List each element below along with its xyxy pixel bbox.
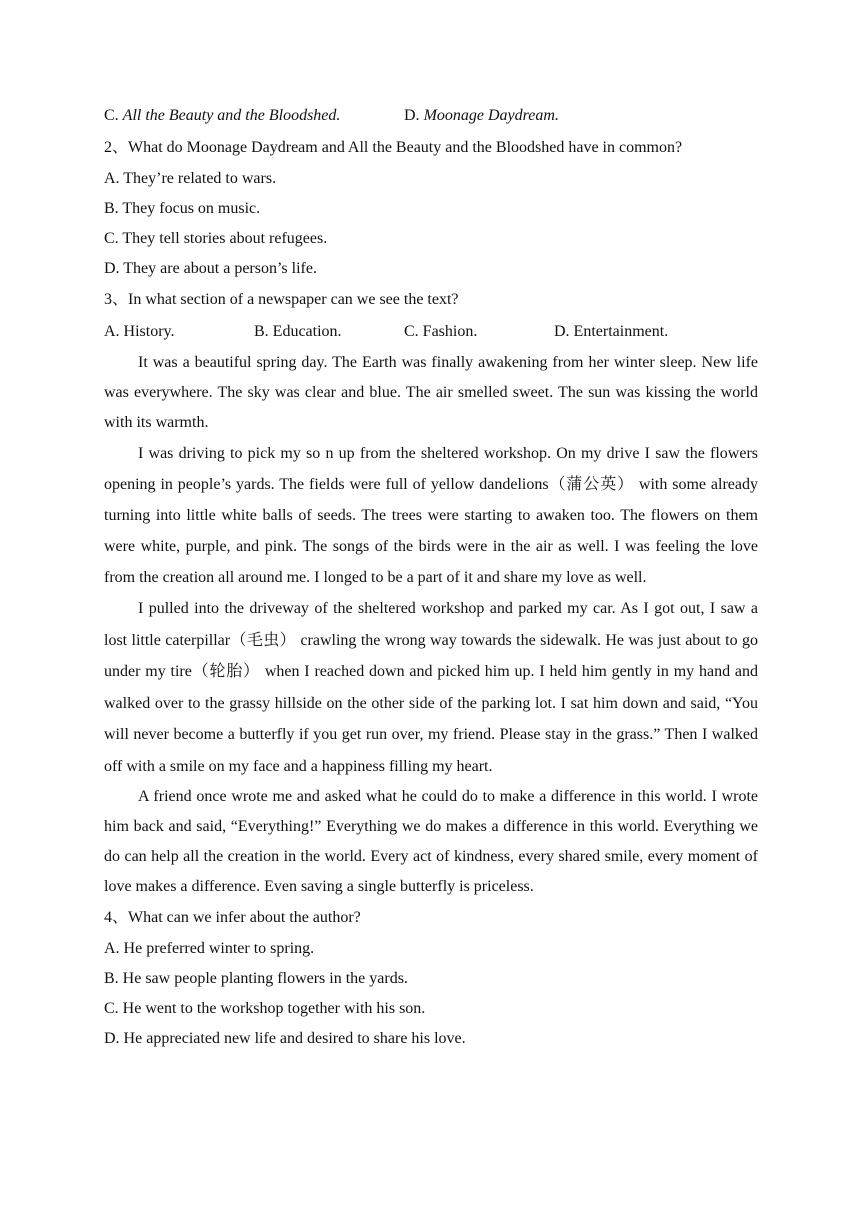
q2-option-d: D. They are about a person’s life. — [104, 260, 317, 277]
q2-option-b: B. They focus on music. — [104, 200, 261, 217]
q3-option-b: B. Education. — [254, 323, 342, 340]
passage-paragraph-2: I was driving to pick my so n up from the sheltered workshop. On my drive I saw the flowers opening in people’s yards. The fields were full of yellow dandelions（蒲公英） with some already turning into little white balls of seeds. The trees were starting to awaken too. The flowers on them were white, purple, and pink. The songs of the birds were in the air as well. I was feeling the love from the creation all around me. I longed to be a part of it and share my love as well. — [104, 445, 758, 586]
passage-paragraph-1: It was a beautiful spring day. The Earth was finally awakening from her winter sleep. New life was everywhere. The sky was clear and blue. The air smelled sweet. The sun was kissing the world with its warmth. — [104, 354, 758, 431]
q2-option-c: C. They tell stories about refugees. — [104, 230, 328, 247]
q3-question: 3、In what section of a newspaper can we see the text? — [104, 291, 459, 308]
q4-question: 4、What can we infer about the author? — [104, 909, 361, 926]
q2-question: 2、What do Moonage Daydream and All the Beauty and the Bloodshed have in common? — [104, 139, 683, 156]
passage-paragraph-3: I pulled into the driveway of the sheltered workshop and parked my car. As I got out, I saw a lost little caterpillar（毛虫） crawling the wrong way towards the sidewalk. He was just about to go under my tire（轮胎） when I reached down and picked him up. I held him gently in my hand and walked over to the grassy hillside on the other side of the parking lot. I sat him down and said, “You will never become a butterfly if you get run over, my friend. Please stay in the grass.” Then I walked off with a smile on my face and a happiness filling my heart. — [104, 600, 758, 775]
q3-option-c: C. Fashion. — [404, 323, 478, 340]
q3-option-d: D. Entertainment. — [554, 323, 669, 340]
q3-options-row — [104, 316, 758, 348]
q4-option-c: C. He went to the workshop together with his son. — [104, 1000, 426, 1017]
document-page — [104, 100, 758, 1054]
q1-option-c: C. All the Beauty and the Bloodshed. — [104, 107, 341, 124]
q1-options-row — [104, 100, 758, 132]
passage-paragraph-4: A friend once wrote me and asked what he could do to make a difference in this world. I wrote him back and said, “Everything!” Everything we do makes a difference in this world. Everything we do can help all the creation in the world. Every act of kindness, every shared smile, every moment of love makes a difference. Even saving a single butterfly is priceless. — [104, 788, 758, 895]
q4-option-a: A. He preferred winter to spring. — [104, 940, 315, 957]
q4-option-b: B. He saw people planting flowers in the yards. — [104, 970, 408, 987]
q3-option-a: A. History. — [104, 323, 175, 340]
q1-option-d: D. Moonage Daydream. — [404, 107, 559, 124]
q2-option-a: A. They’re related to wars. — [104, 170, 277, 187]
q4-option-d: D. He appreciated new life and desired to share his love. — [104, 1030, 466, 1047]
